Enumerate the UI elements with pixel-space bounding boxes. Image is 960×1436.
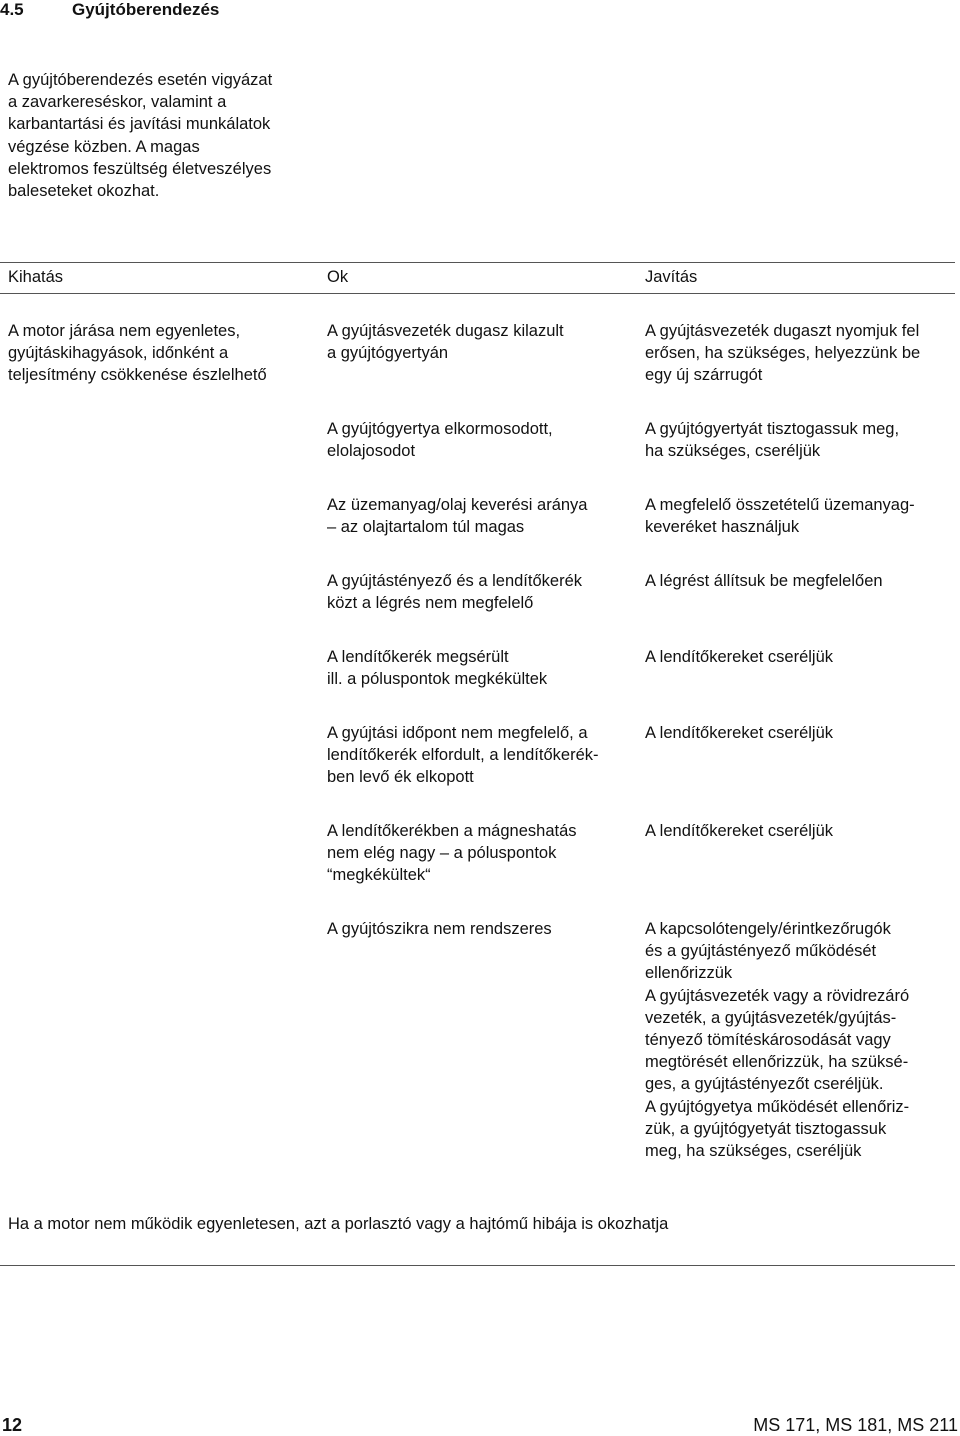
table-header-row (0, 267, 955, 291)
header-effect: Kihatás (8, 268, 64, 286)
row-1-fix: A gyújtásvezeték dugaszt nyomjuk fel erősen, ha szükséges, helyezzünk be egy új szárrugót (645, 322, 921, 385)
row-1-effect: A motor járása nem egyenletes, gyújtáskihagyások, időnként a teljesítmény csökkenése észlelhető (8, 322, 267, 385)
table-top-divider (0, 262, 955, 263)
row-6-fix: A lendítőkereket cseréljük (645, 724, 834, 742)
header-cause: Ok (327, 268, 349, 286)
footer-note: Ha a motor nem működik egyenletesen, azt a porlasztó vagy a hajtómű hibája is okozhatja (8, 1215, 669, 1233)
row-4-cause: A gyújtástényező és a lendítőkerék közt a légrés nem megfelelő (327, 572, 582, 613)
row-3-fix: A megfelelő összetételű üzemanyag- keveréket használjuk (645, 496, 915, 537)
row-8-cause: A gyújtószikra nem rendszeres (327, 920, 552, 938)
row-5-fix: A lendítőkereket cseréljük (645, 648, 834, 666)
table-header-divider (0, 293, 955, 294)
row-2-fix: A gyújtógyertyát tisztogassuk meg, ha szükséges, cseréljük (645, 420, 900, 461)
warning-text: A gyújtóberendezés esetén vigyázat a zavarkereséskor, valamint a karbantartási és javítási munkálatok végzése közben. A magas elektromos feszültség életveszélyes baleseteket okozhat. (8, 71, 273, 201)
row-3-cause: Az üzemanyag/olaj keverési aránya – az olajtartalom túl magas (327, 496, 588, 537)
row-5-cause: A lendítőkerék megsérült ill. a póluspontok megkékültek (327, 648, 548, 689)
section-number: 4.5 (0, 0, 24, 19)
row-2-cause: A gyújtógyertya elkormosodott, elolajosodot (327, 420, 553, 461)
bottom-divider (0, 1265, 955, 1266)
page-number: 12 (2, 1415, 23, 1435)
section-title: Gyújtóberendezés (72, 0, 220, 19)
row-7-fix: A lendítőkereket cseréljük (645, 822, 834, 840)
row-1-cause: A gyújtásvezeték dugasz kilazult a gyújtógyertyán (327, 322, 564, 363)
row-6-cause: A gyújtási időpont nem megfelelő, a lendítőkerék elfordult, a lendítőkerék- ben levő ék elkopott (327, 724, 599, 787)
model-names: MS 171, MS 181, MS 211 (753, 1415, 958, 1435)
row-7-cause: A lendítőkerékben a mágneshatás nem elég nagy – a póluspontok “megkékültek“ (327, 822, 577, 885)
row-8-fix: A kapcsolótengely/érintkezőrugók és a gyújtástényező működését ellenőrizzük A gyújtásvezeték vagy a rövidrezáró vezeték, a gyújtásvezeték/gyújtás- tényező tömítéskárosodását vagy megtörését ellenőrizzük, ha szüksé- ges, a gyújtástényezőt cseréljük. A gyújtógyetya működését ellenőriz- zük, a gyújtógyetyát tisztogassuk meg, ha szükséges, cseréljük (645, 920, 910, 1161)
row-4-fix: A légrést állítsuk be megfelelően (645, 572, 883, 590)
header-fix: Javítás (645, 268, 698, 286)
